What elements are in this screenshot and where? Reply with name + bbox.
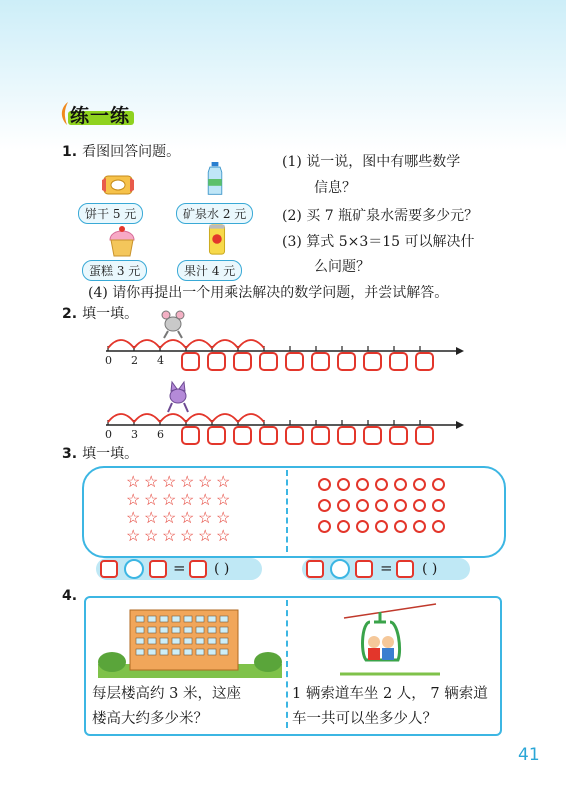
factor-box[interactable] bbox=[100, 560, 118, 578]
water-bottle-icon bbox=[197, 162, 233, 196]
q3-divider bbox=[286, 470, 288, 552]
q1-heading bbox=[62, 141, 180, 161]
factor-box[interactable] bbox=[149, 560, 167, 578]
q2-number: 2. bbox=[62, 306, 78, 322]
q1-sub1-line1: (1) 说一说，图中有哪些数学 bbox=[282, 154, 461, 170]
answer-box[interactable] bbox=[389, 426, 408, 445]
star-icon: ☆ bbox=[162, 472, 177, 491]
line2-label-6: 6 bbox=[157, 428, 164, 441]
star-icon: ☆ bbox=[198, 472, 213, 491]
answer-box[interactable] bbox=[259, 426, 278, 445]
circle-icon bbox=[394, 520, 407, 533]
section-title bbox=[62, 98, 140, 128]
answer-box[interactable] bbox=[233, 426, 252, 445]
circle-icon bbox=[318, 478, 331, 491]
answer-box[interactable] bbox=[285, 352, 304, 371]
circle-icon bbox=[337, 478, 350, 491]
q4-right-text-2: 车一共可以坐多少人？ bbox=[292, 711, 437, 727]
biscuit-icon bbox=[100, 168, 136, 202]
star-icon: ☆ bbox=[198, 508, 213, 527]
circle-icon bbox=[413, 520, 426, 533]
star-icon: ☆ bbox=[144, 490, 159, 509]
star-icon: ☆ bbox=[216, 490, 231, 509]
circle-icon bbox=[375, 499, 388, 512]
operator-circle[interactable] bbox=[124, 559, 144, 579]
q3-heading bbox=[62, 443, 138, 463]
star-icon: ☆ bbox=[162, 508, 177, 527]
circle-icon bbox=[394, 499, 407, 512]
q1-number: 1. bbox=[62, 144, 78, 160]
operator-circle[interactable] bbox=[330, 559, 350, 579]
page-number: 41 bbox=[518, 745, 540, 765]
circle-icon bbox=[318, 520, 331, 533]
star-icon: ☆ bbox=[216, 526, 231, 545]
juice-can-icon bbox=[199, 222, 235, 256]
q4-number: 4. bbox=[62, 588, 78, 604]
answer-box[interactable] bbox=[311, 352, 330, 371]
answer-box[interactable] bbox=[207, 426, 226, 445]
building-icon bbox=[98, 604, 282, 678]
star-icon: ☆ bbox=[180, 472, 195, 491]
q4-right-text-1: 1 辆索道车坐 2 人， 7 辆索道 bbox=[292, 686, 488, 702]
circle-icon bbox=[375, 478, 388, 491]
q1-sub3-line2: 么问题？ bbox=[314, 259, 370, 275]
product-box[interactable] bbox=[189, 560, 207, 578]
line1-label-0: 0 bbox=[105, 354, 112, 367]
answer-box[interactable] bbox=[181, 352, 200, 371]
star-icon: ☆ bbox=[180, 526, 195, 545]
circle-icon bbox=[356, 520, 369, 533]
answer-box[interactable] bbox=[285, 426, 304, 445]
unit-paren[interactable]: ( ) bbox=[422, 561, 438, 577]
line1-label-2: 2 bbox=[131, 354, 138, 367]
star-icon: ☆ bbox=[144, 508, 159, 527]
star-array bbox=[126, 474, 246, 548]
circle-icon bbox=[318, 499, 331, 512]
q4-left-text-1: 每层楼高约 3 米，这座 bbox=[92, 686, 241, 702]
circle-array bbox=[318, 478, 458, 542]
q1-sub1-line2: 信息？ bbox=[314, 180, 356, 196]
q3-prompt: 填一填。 bbox=[82, 446, 139, 462]
equals-sign: = bbox=[173, 559, 186, 577]
number-line-1 bbox=[98, 304, 468, 374]
circle-icon bbox=[356, 499, 369, 512]
star-icon: ☆ bbox=[216, 472, 231, 491]
circle-icon bbox=[432, 520, 445, 533]
answer-box[interactable] bbox=[207, 352, 226, 371]
q1-sub4: (4) 请你再提出一个用乘法解决的数学问题，并尝试解答。 bbox=[88, 285, 449, 301]
star-icon: ☆ bbox=[126, 526, 141, 545]
answer-box[interactable] bbox=[363, 352, 382, 371]
star-icon: ☆ bbox=[180, 490, 195, 509]
q4-left-text-2: 楼高大约多少米？ bbox=[92, 711, 208, 727]
answer-box[interactable] bbox=[337, 426, 356, 445]
q2-prompt: 填一填。 bbox=[82, 306, 139, 322]
section-title-text: 练一练 bbox=[70, 105, 131, 127]
star-icon: ☆ bbox=[162, 490, 177, 509]
star-icon: ☆ bbox=[216, 508, 231, 527]
answer-box[interactable] bbox=[337, 352, 356, 371]
answer-box[interactable] bbox=[415, 352, 434, 371]
circle-icon bbox=[375, 520, 388, 533]
item-label-water: 矿泉水 2 元 bbox=[176, 203, 253, 224]
line2-label-3: 3 bbox=[131, 428, 138, 441]
q3-number: 3. bbox=[62, 446, 78, 462]
unit-paren[interactable]: ( ) bbox=[214, 561, 230, 577]
item-label-biscuit: 饼干 5 元 bbox=[78, 203, 143, 224]
cupcake-icon bbox=[104, 224, 140, 258]
q1-sub3-line1: (3) 算式 5×3＝15 可以解决什 bbox=[282, 234, 475, 250]
circle-icon bbox=[337, 499, 350, 512]
star-icon: ☆ bbox=[198, 490, 213, 509]
star-icon: ☆ bbox=[144, 526, 159, 545]
star-icon: ☆ bbox=[198, 526, 213, 545]
answer-box[interactable] bbox=[363, 426, 382, 445]
item-label-cake: 蛋糕 3 元 bbox=[82, 260, 147, 281]
factor-box[interactable] bbox=[355, 560, 373, 578]
factor-box[interactable] bbox=[306, 560, 324, 578]
circle-icon bbox=[394, 478, 407, 491]
q4-divider bbox=[286, 600, 288, 728]
circle-icon bbox=[432, 499, 445, 512]
mouse-icon bbox=[162, 311, 184, 338]
number-line-2 bbox=[98, 378, 468, 448]
circle-icon bbox=[337, 520, 350, 533]
q1-prompt: 看图回答问题。 bbox=[82, 144, 181, 160]
circle-icon bbox=[413, 478, 426, 491]
q1-sub2: (2) 买 7 瓶矿泉水需要多少元？ bbox=[282, 208, 479, 224]
circle-icon bbox=[413, 499, 426, 512]
star-icon: ☆ bbox=[162, 526, 177, 545]
circle-icon bbox=[356, 478, 369, 491]
line1-label-4: 4 bbox=[157, 354, 164, 367]
answer-box[interactable] bbox=[259, 352, 278, 371]
circle-icon bbox=[432, 478, 445, 491]
star-icon: ☆ bbox=[126, 508, 141, 527]
cable-car-icon bbox=[340, 602, 440, 676]
cat-icon bbox=[168, 382, 188, 412]
star-icon: ☆ bbox=[180, 508, 195, 527]
item-label-juice: 果汁 4 元 bbox=[177, 260, 242, 281]
product-box[interactable] bbox=[396, 560, 414, 578]
line2-label-0: 0 bbox=[105, 428, 112, 441]
answer-box[interactable] bbox=[311, 426, 330, 445]
star-icon: ☆ bbox=[126, 472, 141, 491]
equals-sign: = bbox=[380, 559, 393, 577]
answer-box[interactable] bbox=[233, 352, 252, 371]
star-icon: ☆ bbox=[144, 472, 159, 491]
answer-box[interactable] bbox=[415, 426, 434, 445]
answer-box[interactable] bbox=[181, 426, 200, 445]
answer-box[interactable] bbox=[389, 352, 408, 371]
star-icon: ☆ bbox=[126, 490, 141, 509]
